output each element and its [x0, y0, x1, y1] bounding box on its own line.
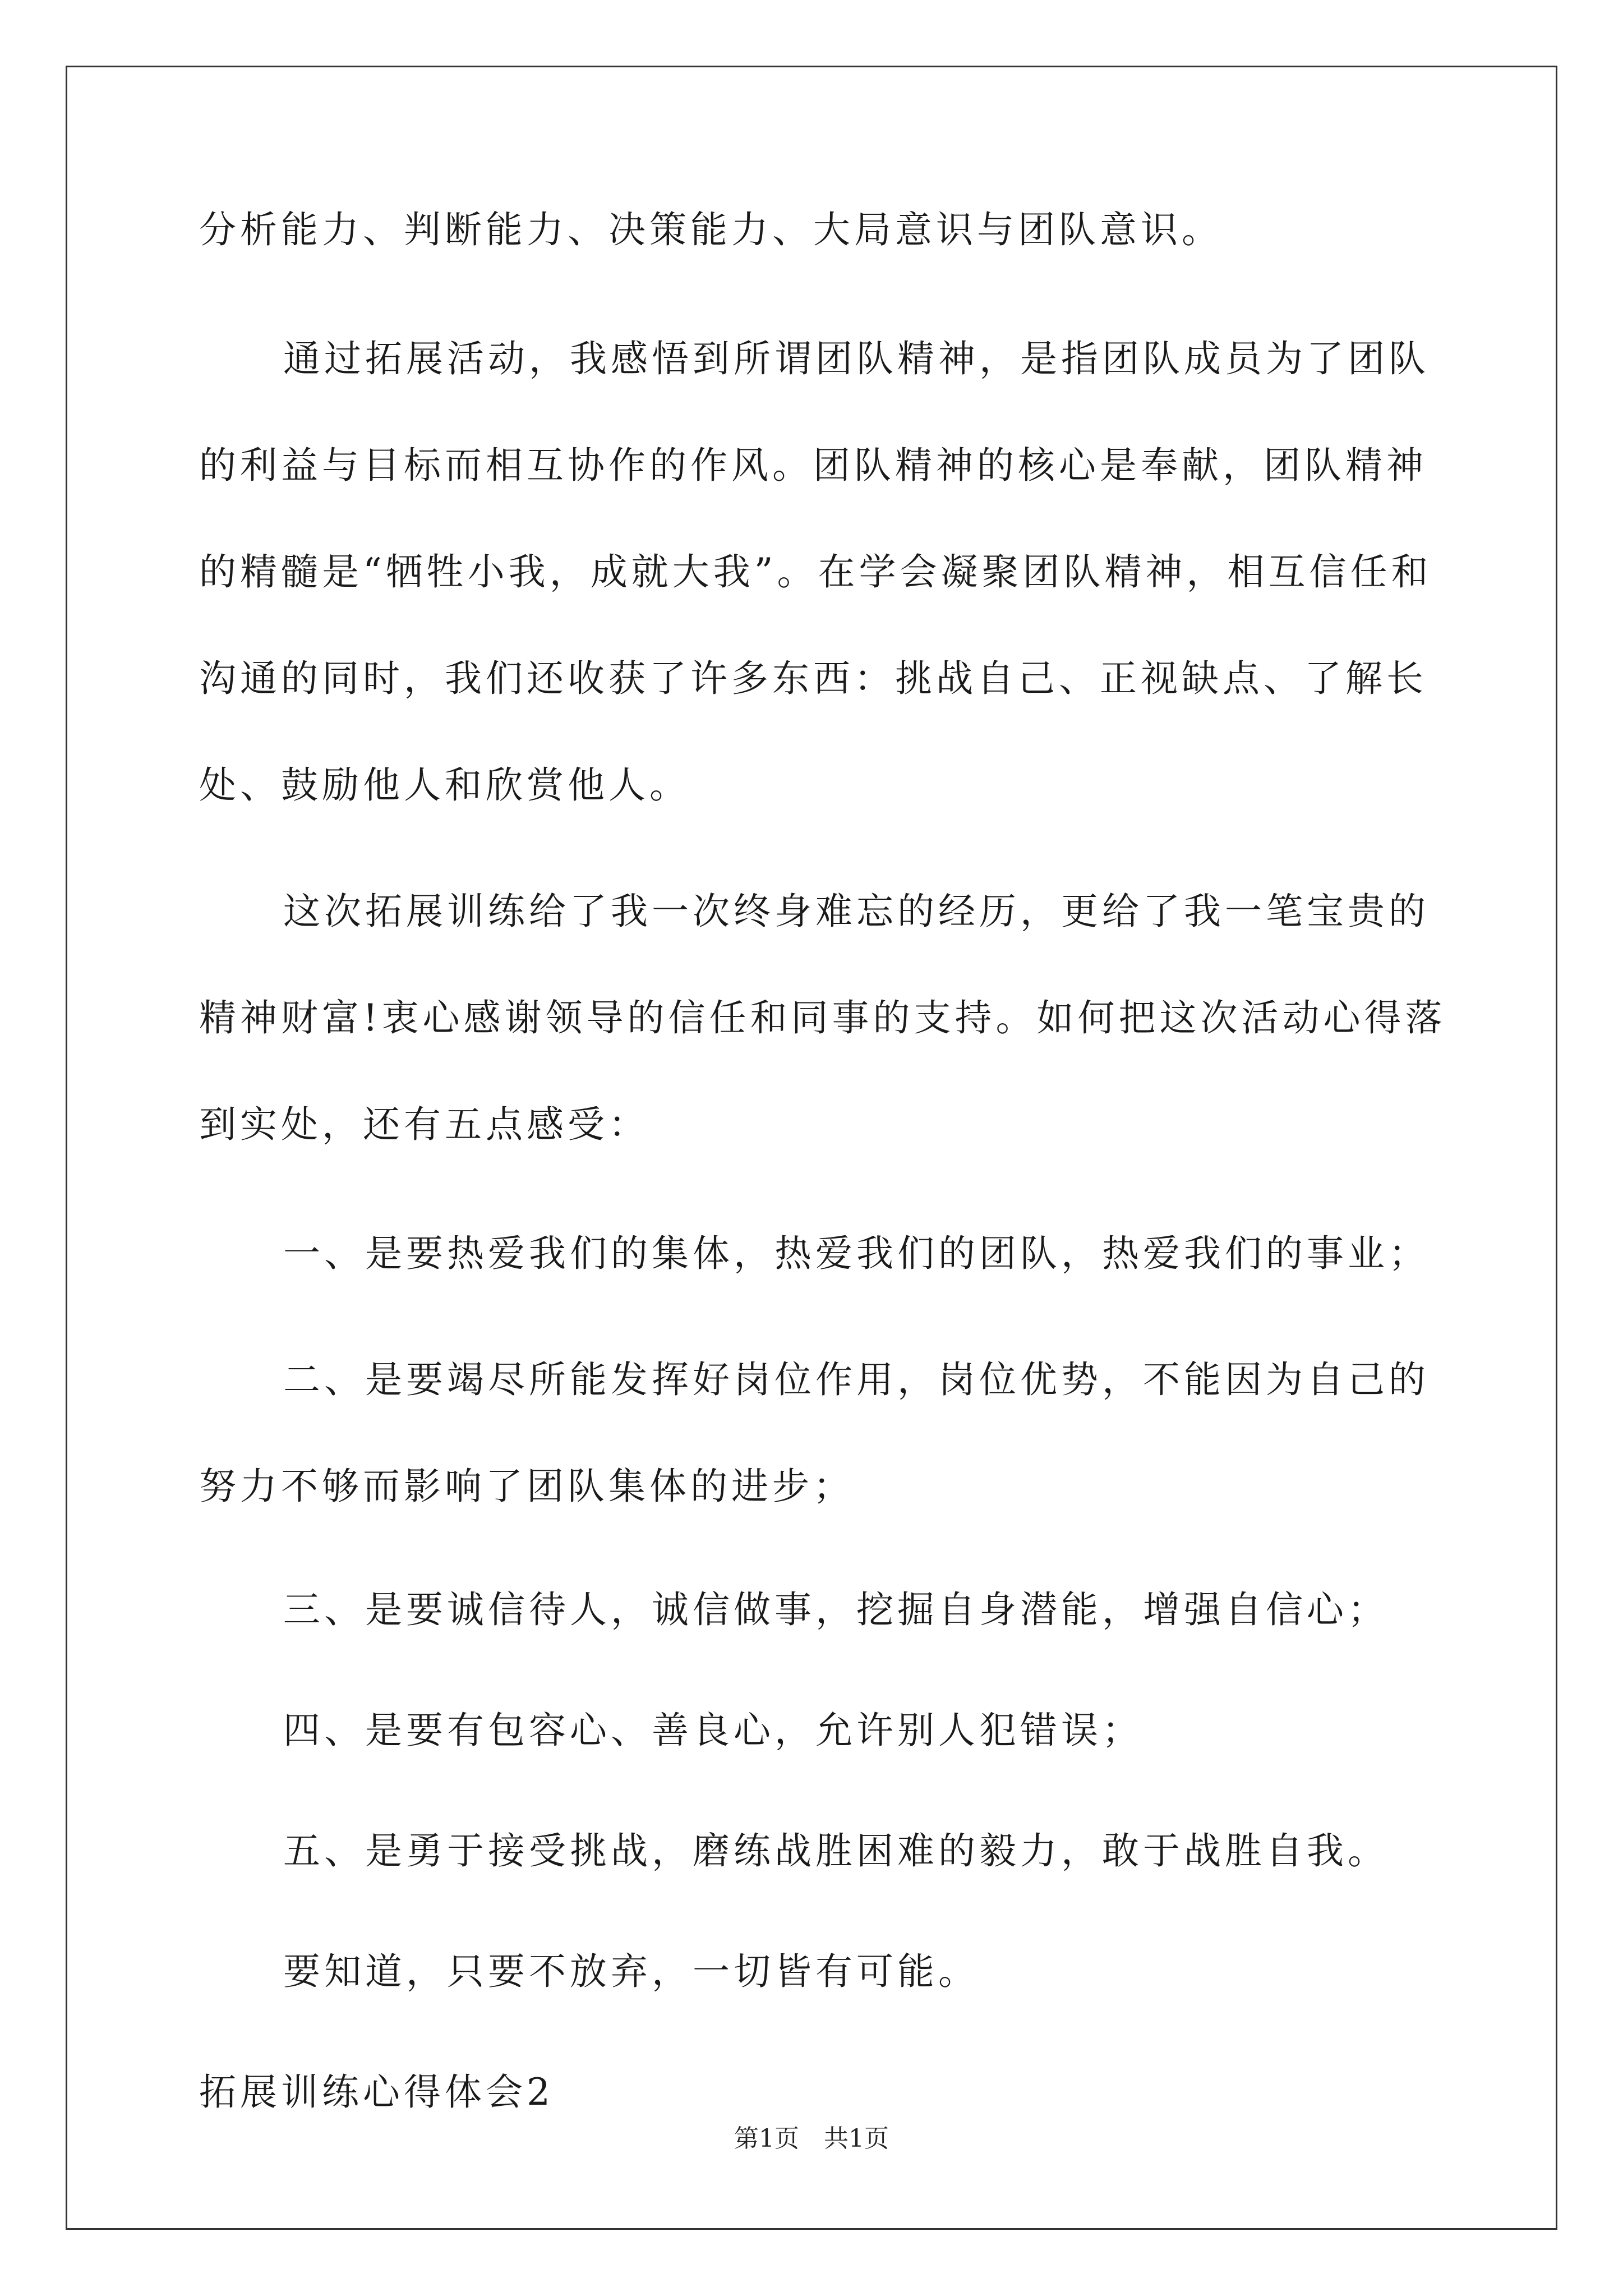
list-item: 三、是要诚信待人，诚信做事，挖掘自身潜能，增强自信心；	[283, 1588, 1389, 1631]
paragraph-line: 通过拓展活动，我感悟到所谓团队精神，是指团队成员为了团队	[283, 337, 1430, 380]
section-heading: 拓展训练心得体会2	[199, 2070, 554, 2114]
list-item: 五、是勇于接受挑战，磨练战胜困难的毅力，敢于战胜自我。	[283, 1829, 1389, 1872]
paragraph-line: 的利益与目标而相互协作的作风。团队精神的核心是奉献，团队精神	[199, 444, 1427, 487]
page-border	[66, 66, 1557, 2230]
paragraph-line: 努力不够而影响了团队集体的进步；	[199, 1465, 854, 1508]
page-number: 第1页 共1页	[734, 2124, 889, 2153]
list-item: 二、是要竭尽所能发挥好岗位作用，岗位优势，不能因为自己的	[283, 1358, 1430, 1401]
paragraph-line: 分析能力、判断能力、决策能力、大局意识与团队意识。	[199, 208, 1223, 251]
paragraph-line: 这次拓展训练给了我一次终身难忘的经历，更给了我一笔宝贵的	[283, 890, 1430, 933]
paragraph-line: 处、鼓励他人和欣赏他人。	[199, 763, 690, 807]
list-item: 四、是要有包容心、善良心，允许别人犯错误；	[283, 1709, 1143, 1752]
paragraph-line: 到实处，还有五点感受：	[199, 1103, 649, 1146]
paragraph-line: 精神财富!衷心感谢领导的信任和同事的支持。如何把这次活动心得落	[199, 996, 1446, 1039]
paragraph-line: 的精髓是“牺牲小我，成就大我”。在学会凝聚团队精神，相互信任和	[199, 550, 1432, 593]
paragraph-line: 要知道，只要不放弃，一切皆有可能。	[283, 1950, 979, 1993]
paragraph-line: 沟通的同时，我们还收获了许多东西：挑战自己、正视缺点、了解长	[199, 657, 1427, 700]
list-item: 一、是要热爱我们的集体，热爱我们的团队，热爱我们的事业；	[283, 1232, 1430, 1275]
